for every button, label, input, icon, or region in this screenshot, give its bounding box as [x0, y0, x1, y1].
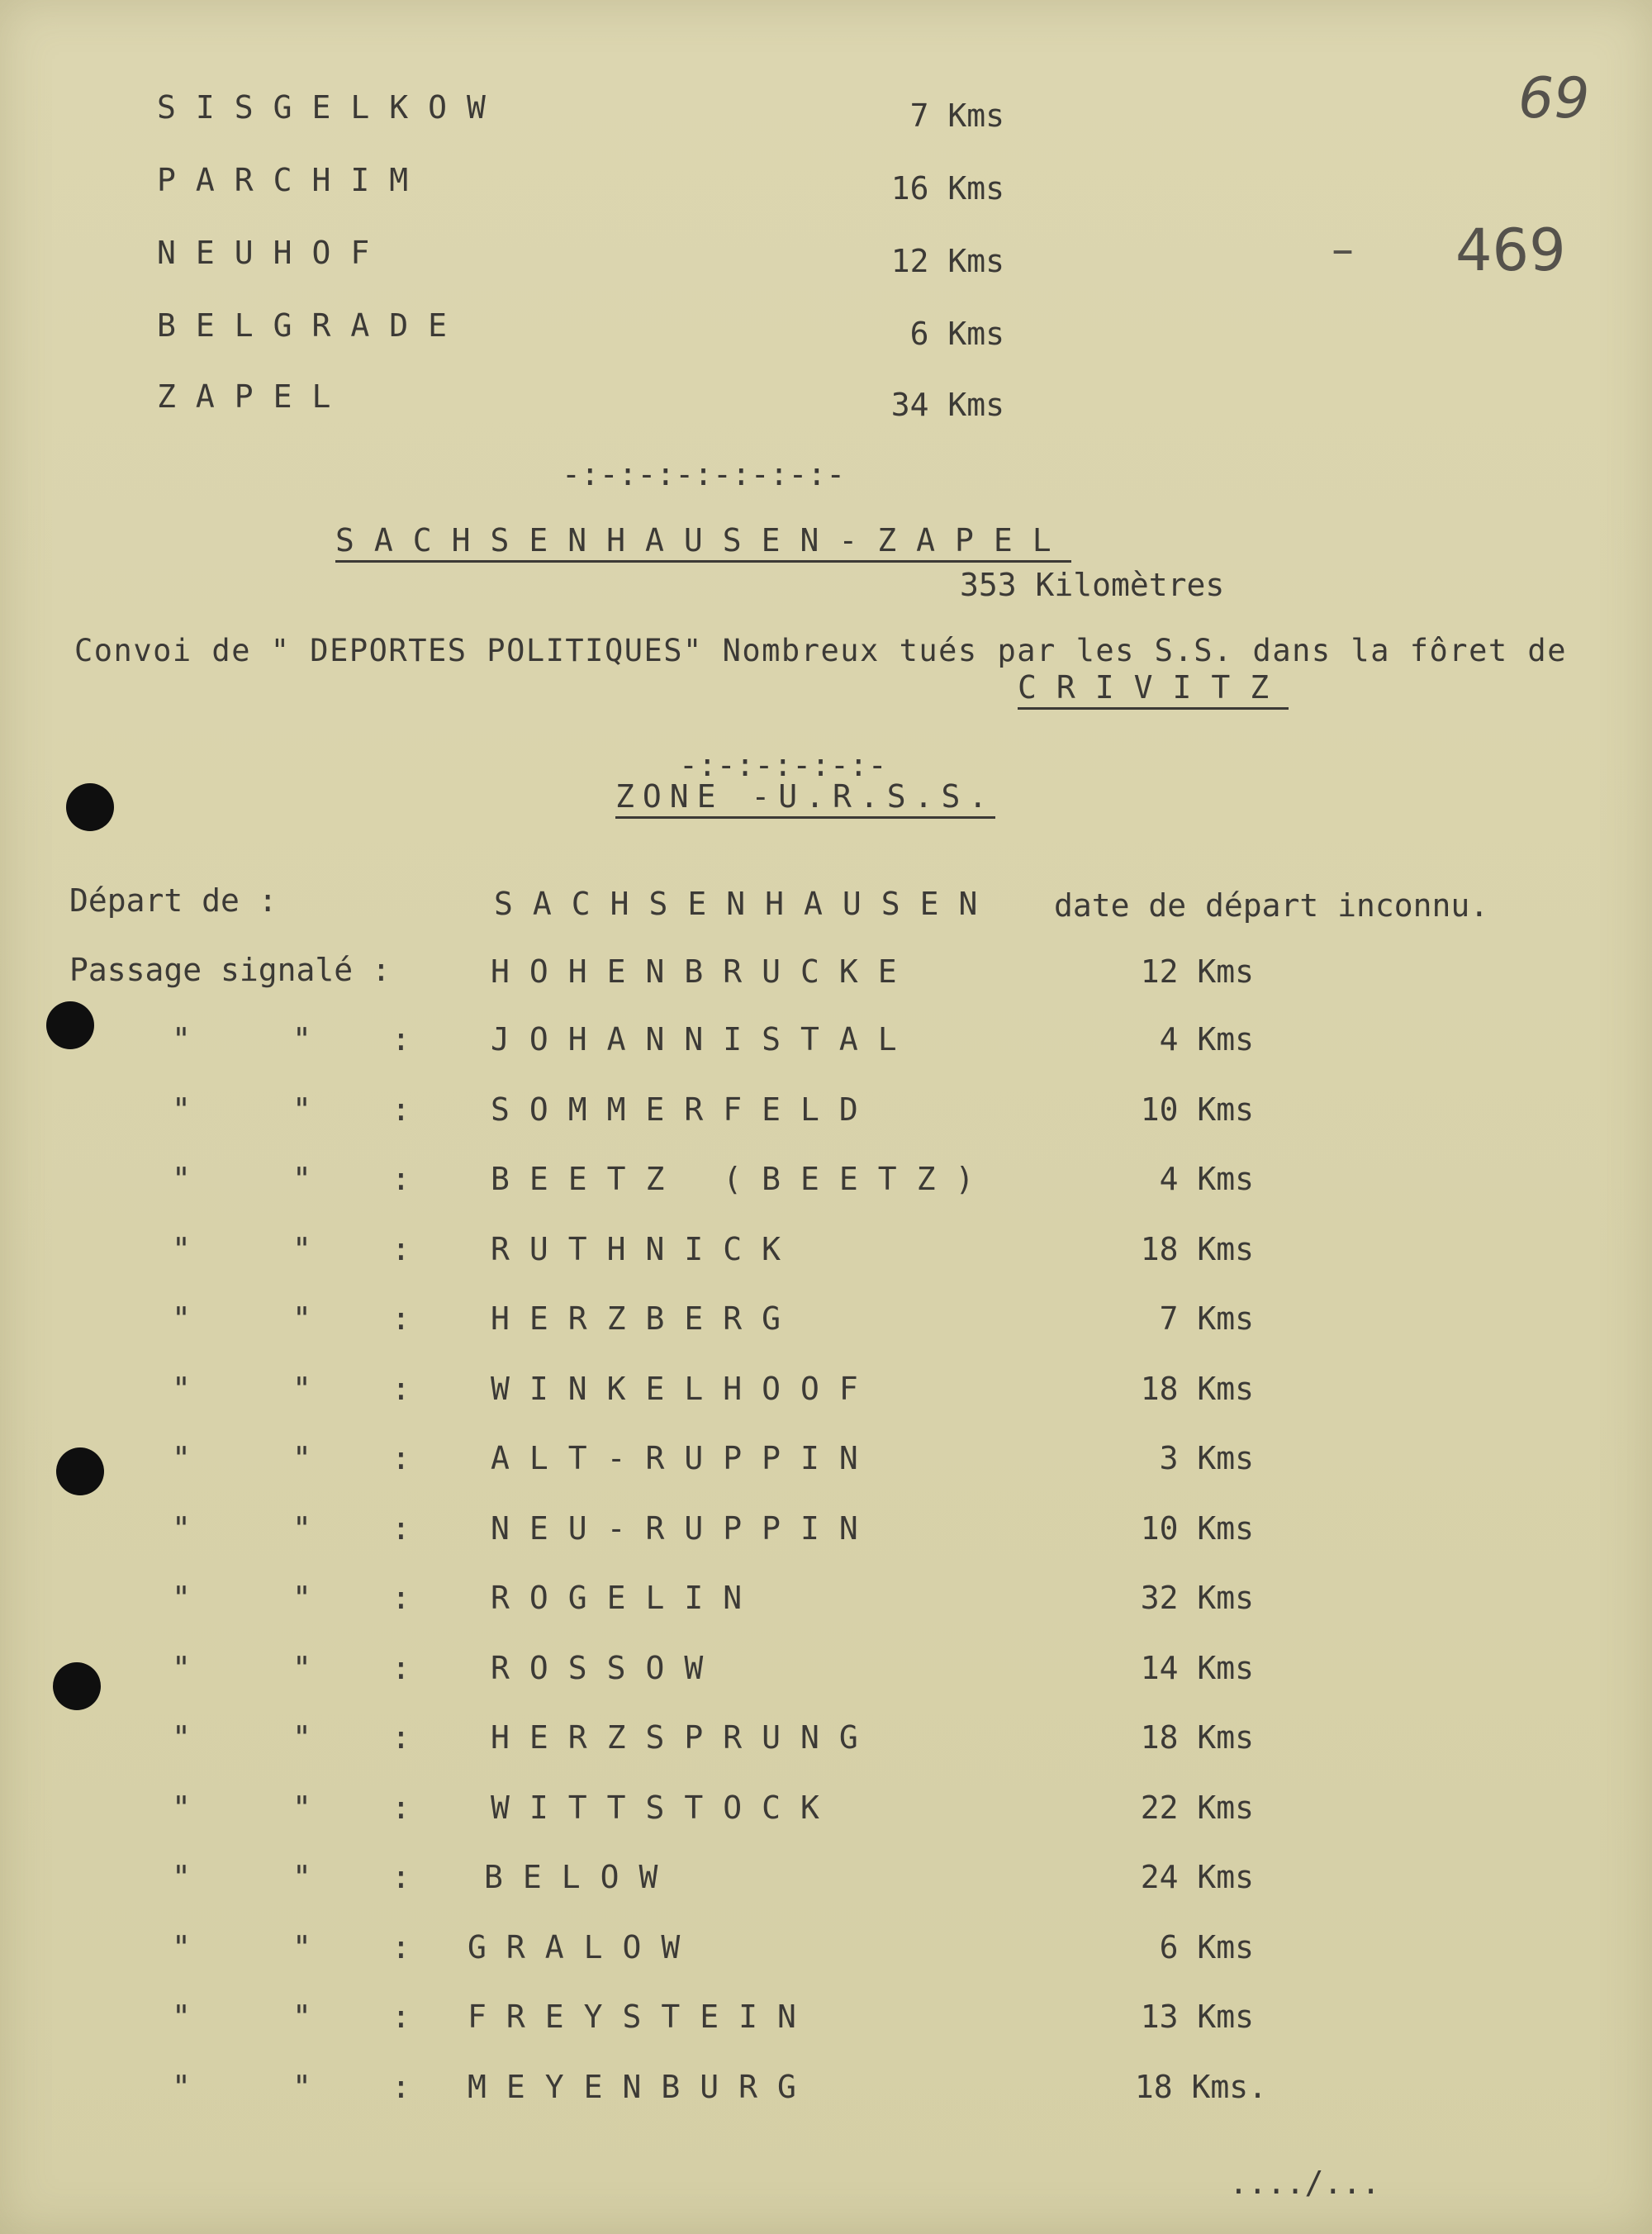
- passage-place: ALT-RUPPIN: [491, 1440, 878, 1476]
- top-list-distance: 7 Kms: [909, 97, 1004, 134]
- ditto-mark: ": [292, 1790, 311, 1826]
- top-list-place: NEUHOF: [157, 235, 390, 271]
- ditto-mark: ": [172, 1790, 191, 1826]
- ditto-mark: ": [172, 1929, 191, 1965]
- ditto-mark: ": [172, 1231, 191, 1267]
- punch-hole: [46, 1001, 94, 1049]
- passage-place: GRALOW: [468, 1929, 700, 1965]
- colon: :: [392, 1371, 411, 1407]
- punch-hole: [66, 783, 114, 831]
- zone-title: ZONE -U.R.S.S.: [615, 778, 995, 819]
- passage-distance: 7 Kms: [1159, 1300, 1254, 1337]
- ditto-mark: ": [292, 1650, 311, 1686]
- top-list-place: PARCHIM: [157, 162, 429, 198]
- ditto-mark: ": [172, 1859, 191, 1895]
- continuation-mark: ..../...: [1229, 2165, 1381, 2201]
- ditto-mark: ": [292, 1371, 311, 1407]
- colon: :: [392, 1440, 411, 1476]
- ditto-mark: ": [172, 1161, 191, 1197]
- forest-name: CRIVITZ: [1018, 669, 1289, 710]
- passage-place: JOHANNISTAL: [491, 1021, 917, 1058]
- ditto-mark: ": [292, 1929, 311, 1965]
- top-list-place: ZAPEL: [157, 378, 351, 415]
- passage-label: Passage signalé :: [69, 952, 391, 988]
- passage-place: SOMMERFELD: [491, 1091, 878, 1128]
- route-title: SACHSENHAUSEN-ZAPEL: [335, 522, 1071, 563]
- passage-place: MEYENBURG: [468, 2069, 816, 2105]
- passage-distance: 18 Kms.: [1134, 2069, 1267, 2105]
- separator: -:-:-:-:-:-:-:-: [562, 456, 846, 492]
- ditto-mark: ": [172, 1440, 191, 1476]
- punch-hole: [53, 1662, 101, 1710]
- ditto-mark: ": [172, 1510, 191, 1547]
- passage-distance: 18 Kms: [1140, 1719, 1254, 1756]
- passage-distance: 10 Kms: [1140, 1091, 1254, 1128]
- departure-label: Départ de :: [69, 882, 278, 919]
- ditto-mark: ": [292, 1859, 311, 1895]
- convoy-description: Convoi de " DEPORTES POLITIQUES" Nombreux tués par les S.S. dans la fôret de: [74, 633, 1567, 668]
- colon: :: [392, 1510, 411, 1547]
- passage-distance: 10 Kms: [1140, 1510, 1254, 1547]
- ditto-mark: ": [172, 1300, 191, 1337]
- top-list-distance: 16 Kms: [890, 170, 1004, 207]
- passage-distance: 4 Kms: [1159, 1021, 1254, 1058]
- ditto-mark: ": [292, 1161, 311, 1197]
- passage-place: HERZBERG: [491, 1300, 801, 1337]
- passage-place: ROGELIN: [491, 1580, 762, 1616]
- passage-distance: 13 Kms: [1140, 1999, 1254, 2035]
- passage-distance: 12 Kms: [1140, 953, 1254, 990]
- colon: :: [392, 2069, 411, 2105]
- passage-place: RUTHNICK: [491, 1231, 801, 1267]
- ditto-mark: ": [172, 1021, 191, 1058]
- colon: :: [392, 1650, 411, 1686]
- ditto-mark: ": [292, 1440, 311, 1476]
- ditto-mark: ": [172, 1999, 191, 2035]
- top-list-place: SISGELKOW: [157, 89, 506, 126]
- passage-distance: 32 Kms: [1140, 1580, 1254, 1616]
- passage-distance: 4 Kms: [1159, 1161, 1254, 1197]
- colon: :: [392, 1580, 411, 1616]
- ditto-mark: ": [292, 1021, 311, 1058]
- colon: :: [392, 1999, 411, 2035]
- ditto-mark: ": [292, 1719, 311, 1756]
- colon: :: [392, 1300, 411, 1337]
- passage-distance: 14 Kms: [1140, 1650, 1254, 1686]
- passage-distance: 18 Kms: [1140, 1231, 1254, 1267]
- colon: :: [392, 1719, 411, 1756]
- archive-number: 469: [1455, 216, 1566, 284]
- colon: :: [392, 1161, 411, 1197]
- passage-place: ROSSOW: [491, 1650, 724, 1686]
- ditto-mark: ": [172, 1371, 191, 1407]
- top-list-distance: 34 Kms: [890, 387, 1004, 423]
- colon: :: [392, 1021, 411, 1058]
- passage-distance: 18 Kms: [1140, 1371, 1254, 1407]
- passage-distance: 3 Kms: [1159, 1440, 1254, 1476]
- ditto-mark: ": [292, 1999, 311, 2035]
- passage-place: FREYSTEIN: [468, 1999, 816, 2035]
- passage-place: BEETZ (BEETZ): [491, 1161, 995, 1197]
- passage-place: WITTSTOCK: [491, 1790, 839, 1826]
- ditto-mark: ": [292, 1091, 311, 1128]
- punch-hole: [56, 1447, 104, 1495]
- route-total-distance: 353 Kilomètres: [960, 567, 1225, 603]
- passage-distance: 24 Kms: [1140, 1859, 1254, 1895]
- ditto-mark: ": [292, 1231, 311, 1267]
- ditto-mark: ": [172, 1719, 191, 1756]
- ditto-mark: ": [172, 1650, 191, 1686]
- ditto-mark: ": [292, 2069, 311, 2105]
- ditto-mark: ": [172, 1580, 191, 1616]
- passage-distance: 6 Kms: [1159, 1929, 1254, 1965]
- archive-dash: –: [1332, 223, 1354, 275]
- departure-note: date de départ inconnu.: [1054, 887, 1489, 924]
- colon: :: [392, 1859, 411, 1895]
- top-list-place: BELGRADE: [157, 307, 468, 344]
- separator: -:-:-:-:-:-: [679, 747, 887, 783]
- ditto-mark: ": [172, 2069, 191, 2105]
- ditto-mark: ": [172, 1091, 191, 1128]
- colon: :: [392, 1091, 411, 1128]
- top-list-distance: 12 Kms: [890, 243, 1004, 279]
- colon: :: [392, 1231, 411, 1267]
- top-list-distance: 6 Kms: [909, 316, 1004, 352]
- passage-place: NEU-RUPPIN: [491, 1510, 878, 1547]
- passage-place: HERZSPRUNG: [491, 1719, 878, 1756]
- passage-place: HOHENBRUCKE: [491, 953, 917, 990]
- colon: :: [392, 1790, 411, 1826]
- ditto-mark: ": [292, 1300, 311, 1337]
- passage-distance: 22 Kms: [1140, 1790, 1254, 1826]
- departure-place: SACHSENHAUSEN: [494, 886, 998, 922]
- passage-place: WINKELHOOF: [491, 1371, 878, 1407]
- handwritten-page-number: 69: [1518, 66, 1590, 131]
- passage-place: BELOW: [484, 1859, 678, 1895]
- ditto-mark: ": [292, 1580, 311, 1616]
- colon: :: [392, 1929, 411, 1965]
- ditto-mark: ": [292, 1510, 311, 1547]
